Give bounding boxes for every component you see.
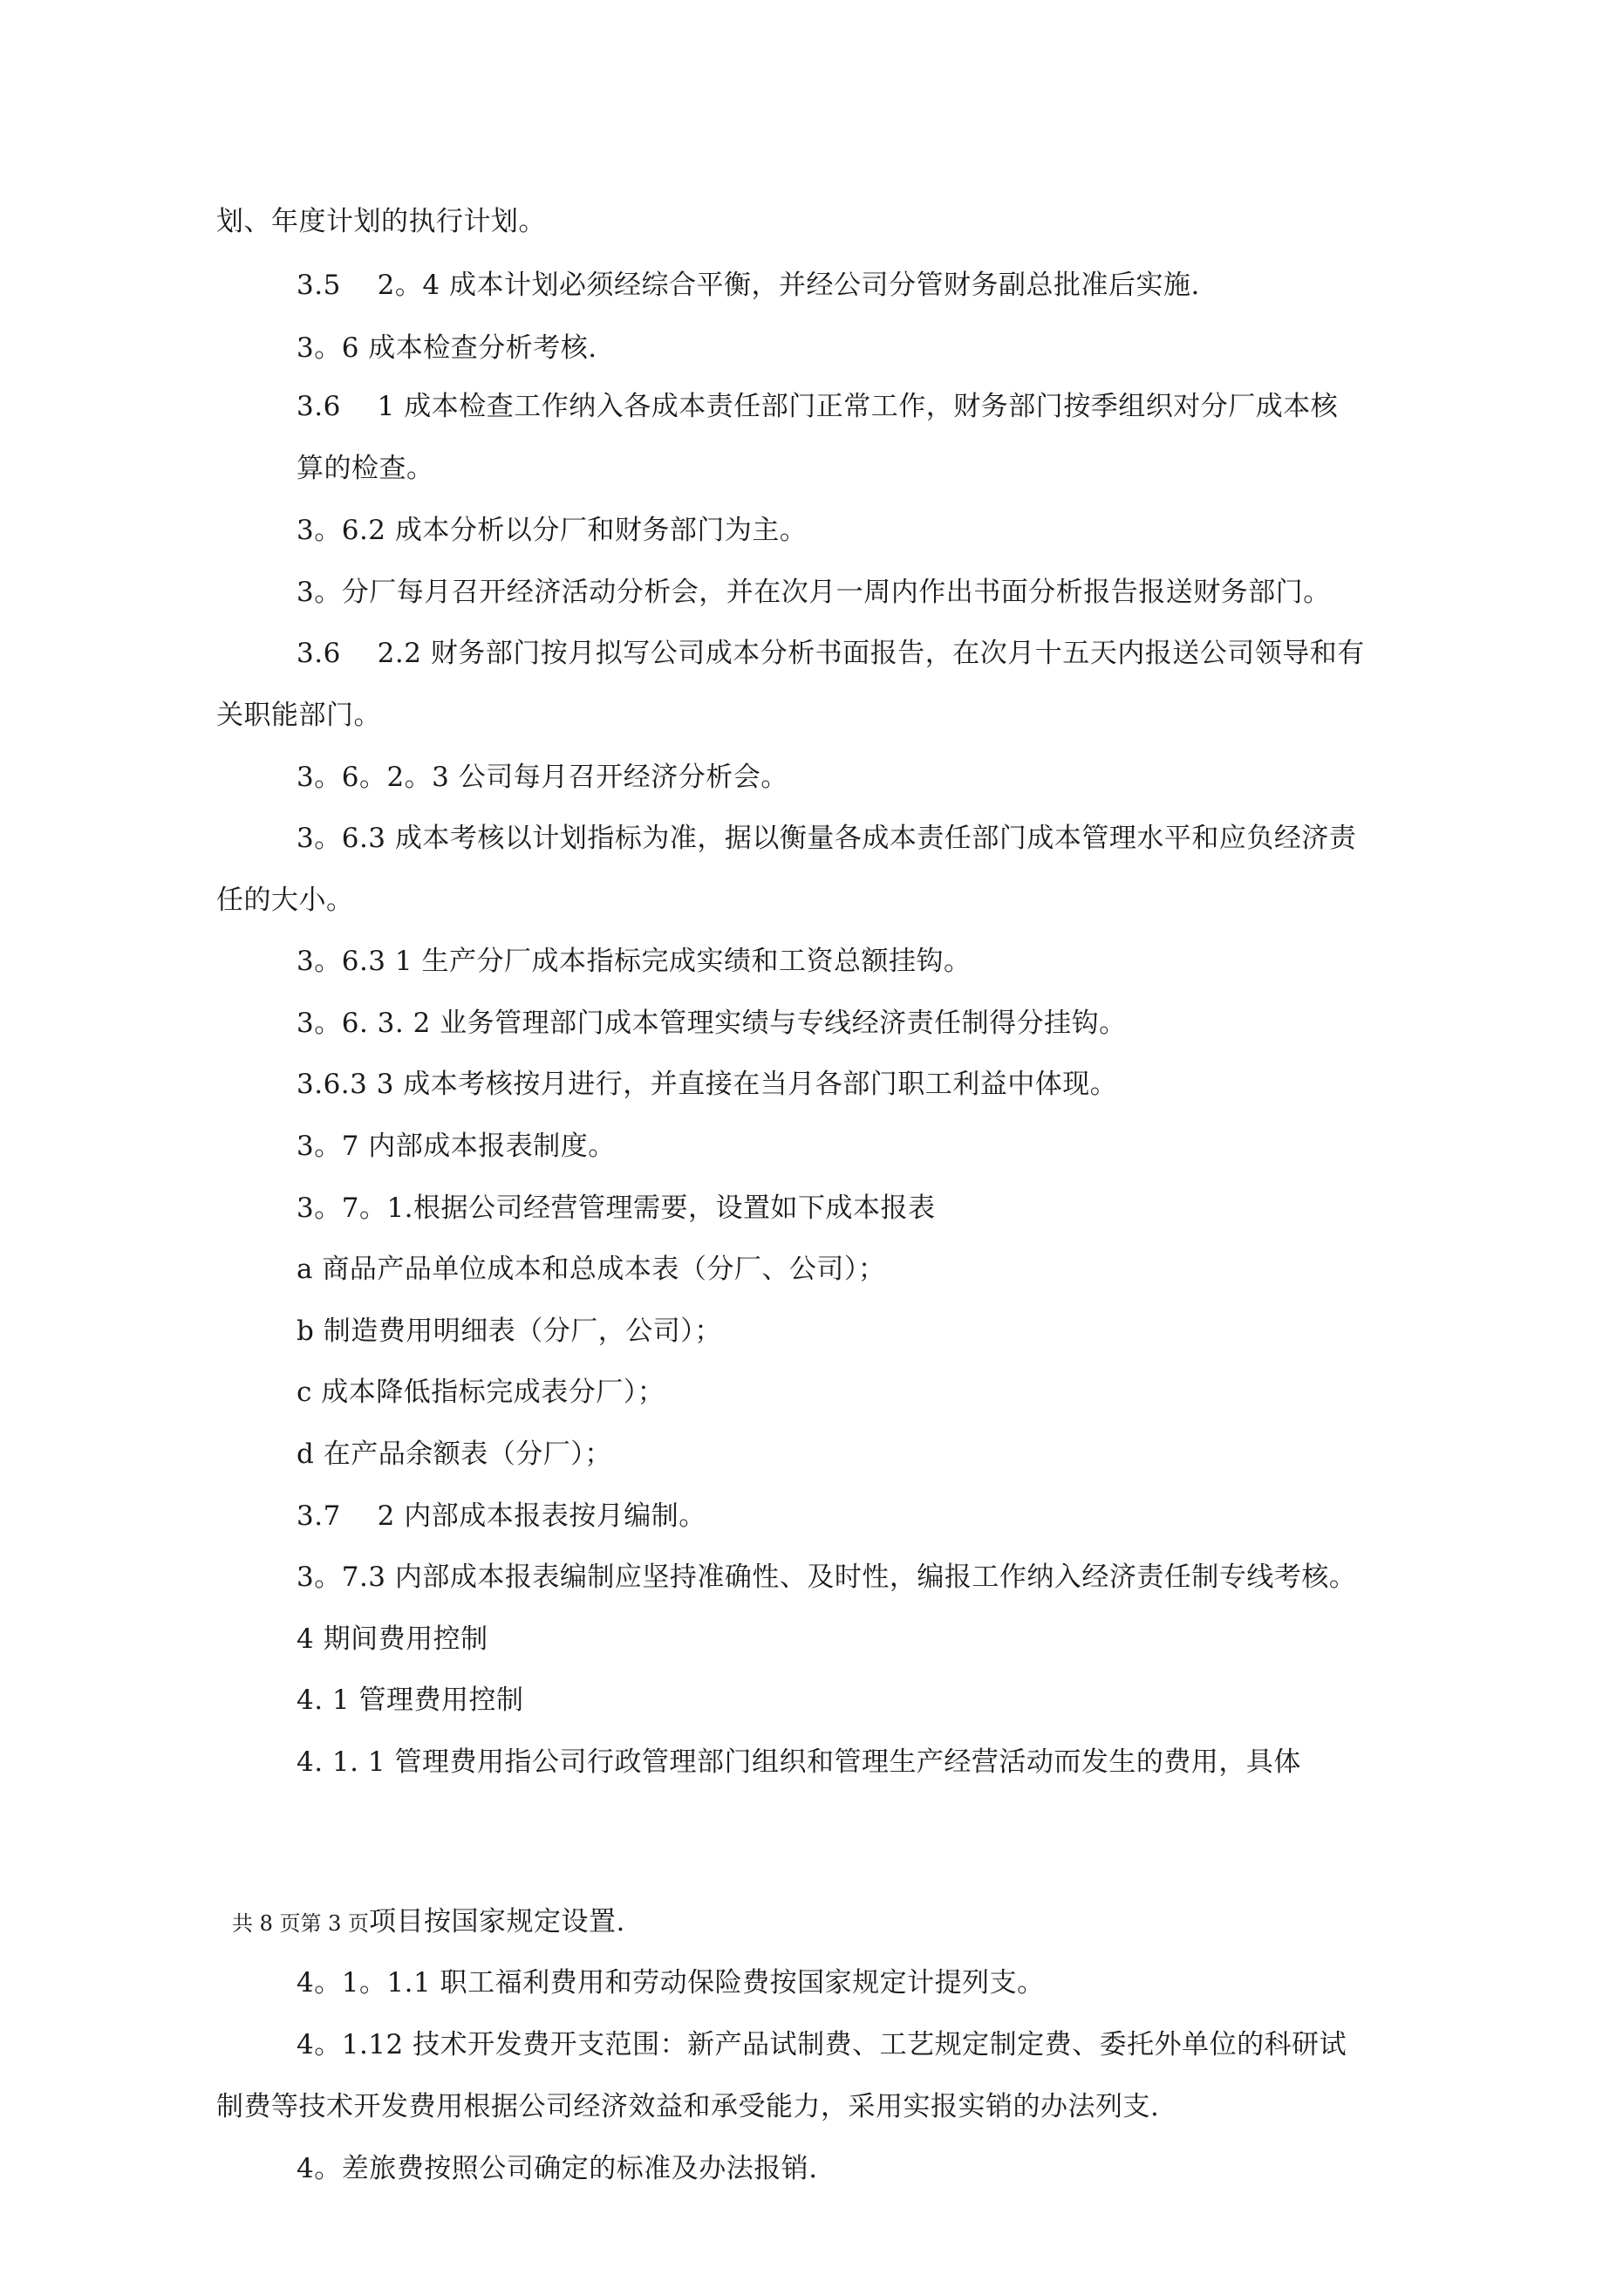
text-line-22: 3.7 2 内部成本报表按月编制。 [297, 1500, 706, 1532]
text-line-21: d 在产品余额表（分厂）； [297, 1438, 612, 1470]
text-line-7: 3。分厂每月召开经济活动分析会，并在次月一周内作出书面分析报告报送财务部门。 [297, 577, 1331, 608]
text-line-19: b 制造费用明细表（分厂，公司）； [297, 1315, 722, 1347]
text-line-15: 3.6.3 3 成本考核按月进行，并直接在当月各部门职工利益中体现。 [297, 1069, 1118, 1100]
text-line-5: 算的检查。 [297, 453, 434, 484]
text-line-8: 3.6 2.2 财务部门按月拟写公司成本分析书面报告，在次月十五天内报送公司领导和有 [297, 638, 1365, 669]
text-line-24: 4 期间费用控制 [297, 1623, 488, 1655]
text-line-20: c 成本降低指标完成表分厂）； [297, 1377, 665, 1408]
text-line-2: 3.5 2。4 成本计划必须经综合平衡，并经公司分管财务副总批准后实施. [297, 270, 1200, 301]
text-line-25: 4. 1 管理费用控制 [297, 1684, 524, 1716]
text-line-12: 任的大小。 [216, 885, 354, 916]
text-line-29: 制费等技术开发费用根据公司经济效益和承受能力，采用实报实销的办法列支. [216, 2091, 1160, 2122]
text-line-30: 4。差旅费按照公司确定的标准及办法报销. [297, 2153, 818, 2184]
text-line-14: 3。6. 3. 2 业务管理部门成本管理实绩与专线经济责任制得分挂钩。 [297, 1008, 1127, 1039]
text-line-3: 3。6 成本检查分析考核. [297, 332, 597, 364]
text-line-13: 3。6.3 1 生产分厂成本指标完成实绩和工资总额挂钩。 [297, 946, 972, 977]
text-line-28: 4。1.12 技术开发费开支范围：新产品试制费、工艺规定制定费、委托外单位的科研试 [297, 2029, 1347, 2060]
text-line-6: 3。6.2 成本分析以分厂和财务部门为主。 [297, 515, 808, 546]
footer-continuation-text: 项目按国家规定设置. [369, 1906, 625, 1937]
text-line-9: 关职能部门。 [216, 700, 381, 731]
text-line-11: 3。6.3 成本考核以计划指标为准，据以衡量各成本责任部门成本管理水平和应负经济责 [297, 823, 1357, 854]
text-line-10: 3。6。2。3 公司每月召开经济分析会。 [297, 762, 788, 793]
text-line-27: 4。1。1.1 职工福利费用和劳动保险费按国家规定计提列支。 [297, 1967, 1045, 1999]
page-footer-row [232, 1904, 625, 1941]
page-number-label: 共 8 页第 3 页 [232, 1911, 370, 1936]
text-line-17: 3。7。1.根据公司经营管理需要，设置如下成本报表 [297, 1192, 936, 1224]
text-line-23: 3。7.3 内部成本报表编制应坚持准确性、及时性，编报工作纳入经济责任制专线考核。 [297, 1561, 1357, 1593]
text-line-16: 3。7 内部成本报表制度。 [297, 1131, 616, 1162]
text-line-1: 划、年度计划的执行计划。 [216, 206, 546, 237]
text-line-26: 4. 1. 1 管理费用指公司行政管理部门组织和管理生产经营活动而发生的费用，具体 [297, 1746, 1301, 1778]
text-line-18: a 商品产品单位成本和总成本表（分厂、公司）； [297, 1254, 886, 1285]
text-line-4: 3.6 1 成本检查工作纳入各成本责任部门正常工作，财务部门按季组织对分厂成本核 [297, 391, 1339, 422]
